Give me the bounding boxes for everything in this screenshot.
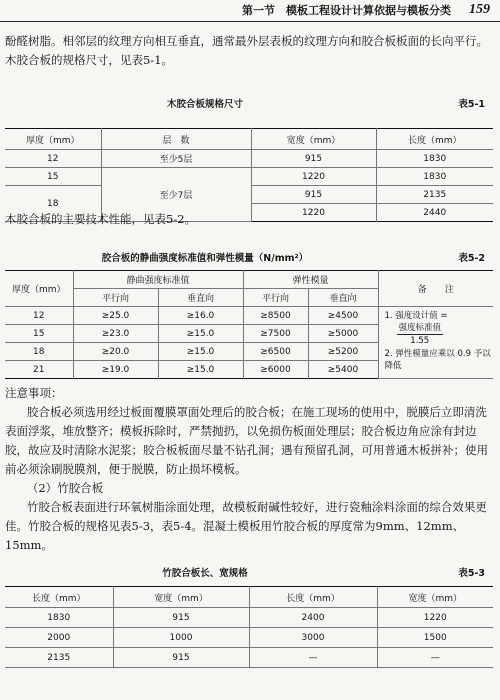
table1-header: 层 数 [101,129,251,150]
table-cell: 2135 [376,186,493,204]
table-cell: 2400 [249,608,377,628]
table-cell: ≥16.0 [158,307,243,325]
table2-intro: 木胶合板的主要技术性能，见表5-2。 [5,212,197,226]
table-cell: ≥19.0 [73,361,158,379]
table-cell: 至少7层 [101,168,251,222]
table-cell: 1000 [113,628,249,648]
table-cell: 18 [5,186,101,222]
table2-note [378,307,493,379]
bamboo-paragraph: 竹胶合板表面进行环氧树脂涂面处理，故模板耐碱性较好，进行瓷釉涂料涂面的综合效果更佳。竹胶合板的规格见表5-3，表5-4。混凝土模板用竹胶合板的厚度常为9mm、12mm、15mm。 [5,500,487,552]
table3-header: 长度（mm） [5,587,113,608]
table-cell: 2440 [376,204,493,222]
table-cell: 1830 [376,168,493,186]
notes-title: 注意事项： [5,386,63,400]
table2-number: 表5-2 [458,253,485,264]
table-cell: 3000 [249,628,377,648]
table2-title: 胶合板的静曲强度标准值和弹性模量（N/mm²） [101,253,309,264]
table-cell: 915 [251,150,376,168]
table-cell: ≥7500 [243,325,308,343]
table2 [5,270,493,379]
table-cell: ≥20.0 [73,343,158,361]
table-cell: 至少5层 [101,150,251,168]
table-row [5,608,493,628]
section-title: 第一节 模板工程设计计算依据与模板分类 [242,4,451,17]
table-row [5,628,493,648]
table2-header: 平行向 [73,289,158,307]
table-row [5,168,493,186]
note-1-fraction [397,322,444,347]
page-header [0,0,500,22]
table-cell: ≥5400 [308,361,378,379]
table-cell: ≥15.0 [158,343,243,361]
table-cell: ≥4500 [308,307,378,325]
table1-header-row [5,129,493,150]
table1-header: 宽度（mm） [251,129,376,150]
table-cell: ≥6500 [243,343,308,361]
note-1-denominator: 1.55 [410,336,430,346]
note-1-prefix: 1. 强度设计值 = [384,311,448,321]
page-number: 159 [469,2,490,17]
table-row [5,150,493,168]
table-cell: 2000 [5,628,113,648]
table2-header: 垂直向 [158,289,243,307]
table3-header: 长度（mm） [249,587,377,608]
table-cell: ≥6000 [243,361,308,379]
table-cell: ≥8500 [243,307,308,325]
note-1 [385,310,494,347]
notes-paragraph: 胶合板必须选用经过板面覆膜罩面处理后的胶合板；在施工现场的使用中，脱膜后立即清洗表面浮浆，堆放整齐；模板拆除时，严禁抛扔，以免损伤板面处理层；胶合板边角应涂有封边胶，故应及时清除水泥浆；胶合板板面尽量不钻孔洞；遇有预留孔洞，可用普通木板拼补；使用前必须涂刷脱膜剂，便于脱膜，防止损坏模板。 [5,405,488,476]
table-cell: 12 [5,150,101,168]
table-cell: 2135 [5,648,113,668]
subsection-heading: （2）竹胶合板 [26,481,104,495]
table3-title: 竹胶合板长、宽规格 [162,568,248,579]
table1-header: 长度（mm） [376,129,493,150]
table-cell: 915 [251,186,376,204]
table2-header: 平行向 [243,289,308,307]
table-cell: 915 [113,648,249,668]
table-cell: 1500 [377,628,493,648]
table1 [5,128,493,222]
table1-header: 厚度（mm） [5,129,101,150]
note-2: 2. 弹性模量应乘以 0.9 予以降低 [384,349,491,371]
table-cell: ≥25.0 [73,307,158,325]
table-cell: 12 [5,307,73,325]
table-cell: ≥15.0 [158,325,243,343]
table2-header: 备 注 [378,271,493,307]
table3 [5,586,493,668]
table-cell: 1220 [377,608,493,628]
table-cell: 915 [113,608,249,628]
table1-number: 表5-1 [458,99,485,110]
table-cell: — [377,648,493,668]
table-cell: ≥23.0 [73,325,158,343]
table-cell: ≥5000 [308,325,378,343]
table-cell: 1830 [376,150,493,168]
table-row [5,307,493,325]
intro-paragraph: 酚醛树脂。相邻层的纹理方向相互垂直，通常最外层表板的纹理方向和胶合板板面的长向平行。木胶合板的规格尺寸，见表5-1。 [5,34,488,67]
table-cell: 15 [5,325,73,343]
table-cell: 18 [5,343,73,361]
table3-header-row [5,587,493,608]
table-cell: — [249,648,377,668]
table2-header: 静曲强度标准值 [73,271,243,289]
table3-header: 宽度（mm） [113,587,249,608]
table-cell: 21 [5,361,73,379]
note-1-numerator: 强度标准值 [398,323,442,333]
table2-header: 厚度（mm） [5,271,73,307]
table-cell: 15 [5,168,101,186]
table-cell: 1220 [251,204,376,222]
table3-number: 表5-3 [458,568,485,579]
table-cell: ≥15.0 [158,361,243,379]
table-cell: 1830 [5,608,113,628]
table2-header-row [5,271,493,289]
table3-header: 宽度（mm） [377,587,493,608]
table1-title: 木胶合板规格尺寸 [166,99,243,110]
table-cell: ≥5200 [308,343,378,361]
table2-header: 垂直向 [308,289,378,307]
table-cell: 1220 [251,168,376,186]
table2-header: 弹性模量 [243,271,378,289]
table-row [5,648,493,668]
